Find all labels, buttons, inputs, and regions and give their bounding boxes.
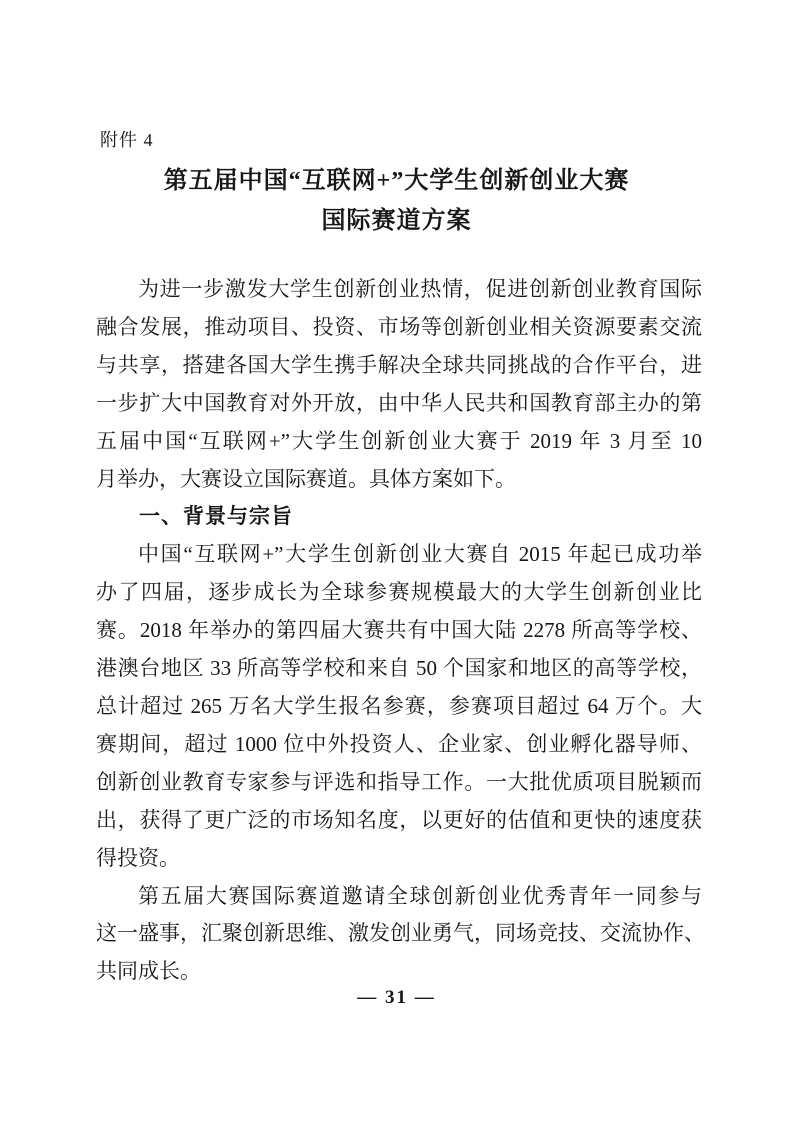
- body-line: 第五届大赛国际赛道邀请全球创新创业优秀青年一同参与: [138, 883, 702, 908]
- document-title: [0, 161, 793, 241]
- body-line: 一步扩大中国教育对外开放，由中华人民共和国教育部主办的第: [96, 390, 702, 415]
- body-line: 得投资。: [96, 845, 180, 870]
- body-line: 融合发展，推动项目、投资、市场等创新创业相关资源要素交流: [96, 314, 702, 339]
- body-line: 五届中国“互联网+”大学生创新创业大赛于 2019 年 3 月至 10: [96, 428, 702, 453]
- section-heading-background-purpose: 一、背景与宗旨: [139, 505, 294, 529]
- body-line: 港澳台地区 33 所高等学校和来自 50 个国家和地区的高等学校，: [96, 656, 702, 681]
- body-line: 共同成长。: [96, 959, 201, 984]
- body-line: 办了四届，逐步成长为全球参赛规模最大的大学生创新创业比: [96, 580, 702, 605]
- body-line: 与共享，搭建各国大学生携手解决全球共同挑战的合作平台，进: [96, 352, 702, 377]
- document-body: [96, 271, 705, 991]
- body-line: 总计超过 265 万名大学生报名参赛，参赛项目超过 64 万个。大: [96, 693, 702, 718]
- paragraph-intro: [96, 271, 702, 498]
- body-line: 为进一步激发大学生创新创业热情，促进创新创业教育国际: [138, 277, 702, 301]
- attachment-label: 附件 4: [100, 130, 154, 150]
- body-line: 创新创业教育专家参与评选和指导工作。一大批优质项目脱颖而: [96, 769, 702, 794]
- page-number: — 31 —: [357, 987, 436, 1008]
- body-line: 这一盛事，汇聚创新思维、激发创业勇气，同场竞技、交流协作、: [96, 921, 705, 946]
- body-line: 月举办，大赛设立国际赛道。具体方案如下。: [96, 466, 516, 491]
- document-title-line-2: 国际赛道方案: [321, 208, 472, 234]
- body-line: 中国“互联网+”大学生创新创业大赛自 2015 年起已成功举: [138, 542, 702, 567]
- body-line: 赛期间，超过 1000 位中外投资人、企业家、创业孵化器导师、: [96, 731, 702, 756]
- body-line: 出，获得了更广泛的市场知名度，以更好的估值和更快的速度获: [96, 807, 702, 832]
- paragraph-invitation: [96, 878, 705, 992]
- body-line: 赛。2018 年举办的第四届大赛共有中国大陆 2278 所高等学校、: [96, 618, 702, 643]
- document-title-line-1: 第五届中国“互联网+”大学生创新创业大赛: [163, 168, 630, 194]
- paragraph-background: [96, 536, 702, 877]
